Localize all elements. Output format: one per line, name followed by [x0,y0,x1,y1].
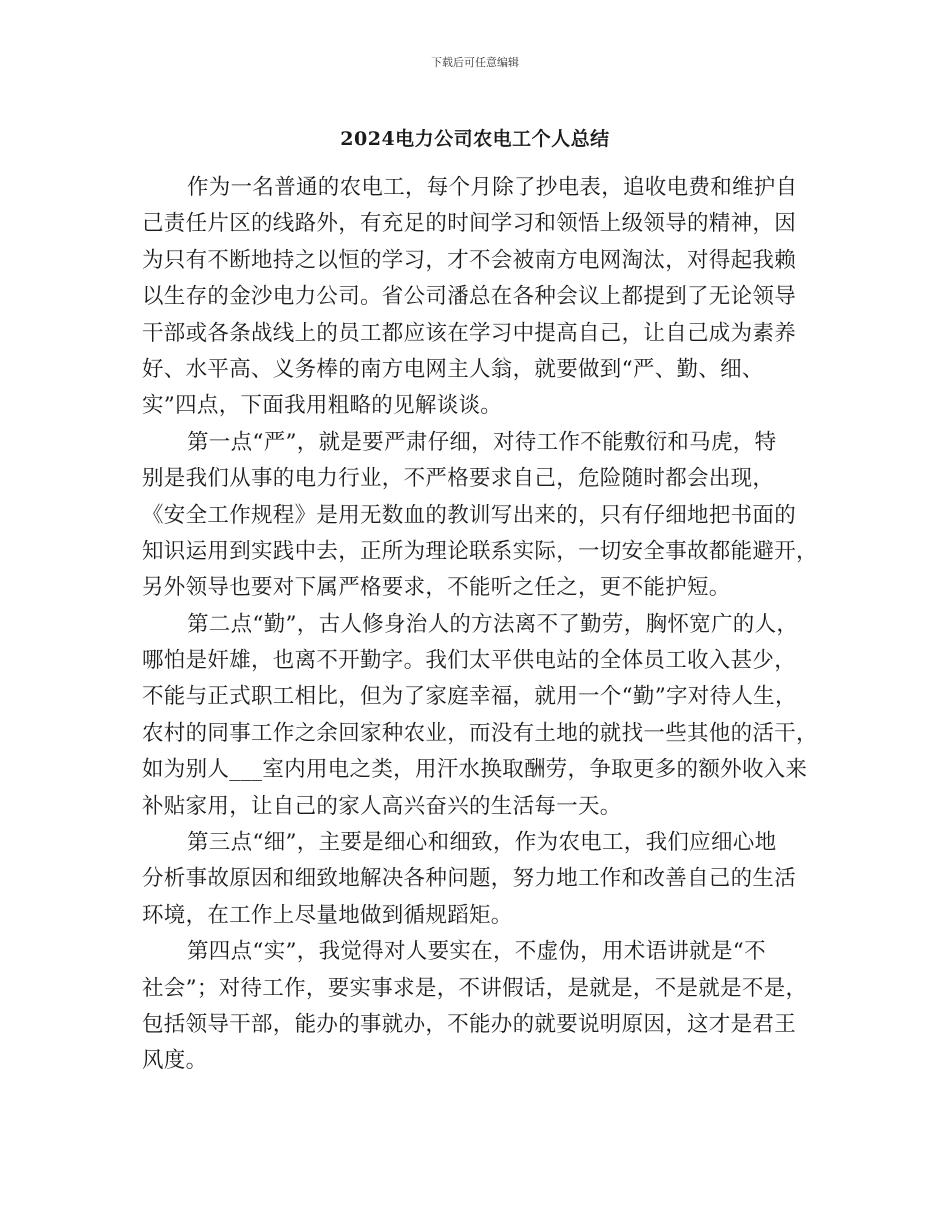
document-body [142,170,822,1080]
paragraph-line: 实”四点，下面我用粗略的见解谈谈。 [142,393,503,419]
paragraph-line: 哪怕是奸雄，也离不开勤字。我们太平供电站的全体员工收入甚少， [142,648,797,674]
paragraph-line: 环境，在工作上尽量地做到循规蹈矩。 [142,902,513,928]
paragraph-line: 第四点“实”，我觉得对人要实在，不虚伪，用术语讲就是“不 [187,939,766,965]
paragraph-line: 不能与正式职工相比，但为了家庭幸福，就用一个“勤”字对待人生， [142,684,797,710]
paragraph-line: 干部或各条战线上的员工都应该在学习中提高自己，让自己成为素养 [142,320,797,346]
paragraph-line: 好、水平高、义务棒的南方电网主人翁，就要做到“严、勤、细、 [142,356,764,382]
paragraph-line: 第一点“严”，就是要严肃仔细，对待工作不能敷衍和马虎，特 [187,429,777,455]
paragraph-line: 另外领导也要对下属严格要求，不能听之任之，更不能护短。 [142,575,731,601]
page-header-note: 下载后可任意编辑 [431,56,519,69]
paragraph-line: 第三点“细”，主要是细心和细致，作为农电工，我们应细心地 [187,830,777,856]
paragraph-line: 第二点“勤”，古人修身治人的方法离不了勤劳，胸怀宽广的人， [187,611,799,637]
paragraph-line: 补贴家用，让自己的家人高兴奋兴的生活每一天。 [142,793,622,819]
paragraph-line: 社会”；对待工作，要实事求是，不讲假话，是就是，不是就是不是， [142,975,808,1001]
paragraph-line: 以生存的金沙电力公司。省公司潘总在各种会议上都提到了无论领导 [142,284,797,310]
paragraph-line: 知识运用到实践中去，正所为理论联系实际，一切安全事故都能避开， [142,538,818,564]
paragraph-line: 为只有不断地持之以恒的学习，才不会被南方电网淘汰，对得起我赖 [142,247,797,273]
paragraph-line: 包括领导干部，能办的事就办，不能办的就要说明原因，这才是君王 [142,1011,797,1037]
paragraph-line: 作为一名普通的农电工，每个月除了抄电表，追收电费和维护自 [187,175,798,200]
paragraph-line: 《安全工作规程》是用无数血的教训写出来的，只有仔细地把书面的 [142,502,797,528]
paragraph-line: 己责任片区的线路外，有充足的时间学习和领悟上级领导的精神，因 [142,211,797,237]
paragraph-line: 别是我们从事的电力行业，不严格要求自己，危险随时都会出现， [142,466,775,492]
paragraph-line: 风度。 [142,1048,208,1074]
document-title: 2024电力公司农电工个人总结 [340,128,610,150]
paragraph-line: 农村的同事工作之余回家种农业，而没有土地的就找一些其他的活干， [142,720,818,746]
paragraph-line: 如为别人___室内用电之类，用汗水换取酬劳，争取更多的额外收入来 [142,757,808,783]
paragraph-line: 分析事故原因和细致地解决各种问题，努力地工作和改善自己的生活 [142,866,797,892]
